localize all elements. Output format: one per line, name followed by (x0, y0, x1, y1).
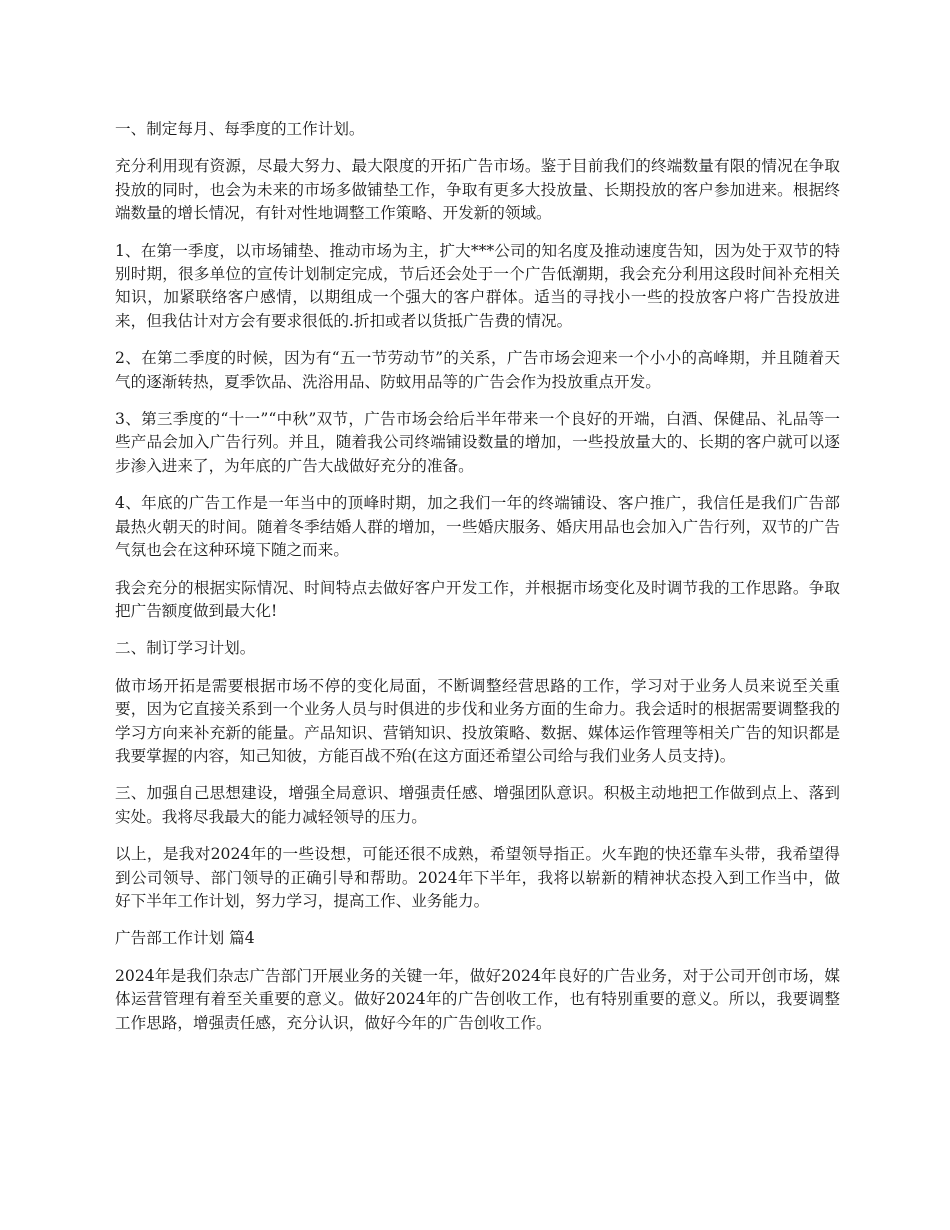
paragraph-study-plan: 做市场开拓是需要根据市场不停的变化局面，不断调整经营思路的工作，学习对于业务人员来说至关重要，因为它直接关系到一个业务人员与时俱进的步伐和业务方面的生命力。我会适时的根据需要调整我的学习方向来补充新的能量。产品知识、营销知识、投放策略、数据、媒体运作管理等相关广告的知识都是我要掌握的内容，知己知彼，方能百战不殆(在这方面还希望公司给与我们业务人员支持)。 (115, 676, 840, 765)
paragraph-first-quarter: 1、在第一季度，以市场铺垫、推动市场为主，扩大***公司的知名度及推动速度告知，因为处于双节的特别时期，很多单位的宣传计划制定完成，节后还会处于一个广告低潮期，我会充分利用这段时间补充相关知识，加紧联络客户感情，以期组成一个强大的客户群体。适当的寻找小一些的投放客户将广告投放进来，但我估计对方会有要求很低的.折扣或者以货抵广告费的情况。 (115, 241, 840, 330)
section-heading-study-plan: 二、制订学习计划。 (115, 639, 256, 658)
paragraph-client-development: 我会充分的根据实际情况、时间特点去做好客户开发工作，并根据市场变化及时调节我的工作思路。争取把广告额度做到最大化! (115, 578, 840, 620)
document-body (115, 118, 840, 1049)
paragraph-self-improvement: 三、加强自己思想建设，增强全局意识、增强责任感、增强团队意识。积极主动地把工作做到点上、落到实处。我将尽我最大的能力减轻领导的压力。 (115, 784, 840, 826)
paragraph-fourth-quarter: 4、年底的广告工作是一年当中的顶峰时期，加之我们一年的终端铺设、客户推广，我信任是我们广告部最热火朝天的时间。随着冬季结婚人群的增加，一些婚庆服务、婚庆用品也会加入广告行列，双节的广告气氛也会在这种环境下随之而来。 (115, 494, 840, 560)
paragraph-conclusion: 以上，是我对2024年的一些设想，可能还很不成熟，希望领导指正。火车跑的快还靠车头带，我希望得到公司领导、部门领导的正确引导和帮助。2024年下半年，我将以崭新的精神状态投入到工作当中，做好下半年工作计划，努力学习，提高工作、业务能力。 (115, 845, 840, 910)
paragraph-second-quarter: 2、在第二季度的时候，因为有“五一节劳动节”的关系，广告市场会迎来一个小小的高峰期，并且随着天气的逐渐转热，夏季饮品、洗浴用品、防蚊用品等的广告会作为投放重点开发。 (115, 349, 840, 391)
section-heading-monthly-plan: 一、制定每月、每季度的工作计划。 (115, 120, 365, 138)
paragraph-third-quarter: 3、第三季度的“十一”“中秋”双节，广告市场会给后半年带来一个良好的开端，白酒、保健品、礼品等一些产品会加入广告行列。并且，随着我公司终端铺设数量的增加，一些投放量大的、长期的客户就可以逐步渗入进来了，为年底的广告大战做好充分的准备。 (115, 410, 840, 475)
paragraph-plan-4-intro: 2024年是我们杂志广告部门开展业务的关键一年，做好2024年良好的广告业务，对于公司开创市场，媒体运营管理有着至关重要的意义。做好2024年的广告创收工作，也有特别重要的意义。所以，我要调整工作思路，增强责任感，充分认识，做好今年的广告创收工作。 (115, 966, 840, 1032)
paragraph-market-resources: 充分利用现有资源，尽最大努力、最大限度的开拓广告市场。鉴于目前我们的终端数量有限的情况在争取投放的同时，也会为未来的市场多做铺垫工作，争取有更多大投放量、长期投放的客户参加进来。根据终端数量的增长情况，有针对性地调整工作策略、开发新的领域。 (115, 157, 840, 223)
section-title-plan-4: 广告部工作计划 篇4 (115, 929, 255, 948)
